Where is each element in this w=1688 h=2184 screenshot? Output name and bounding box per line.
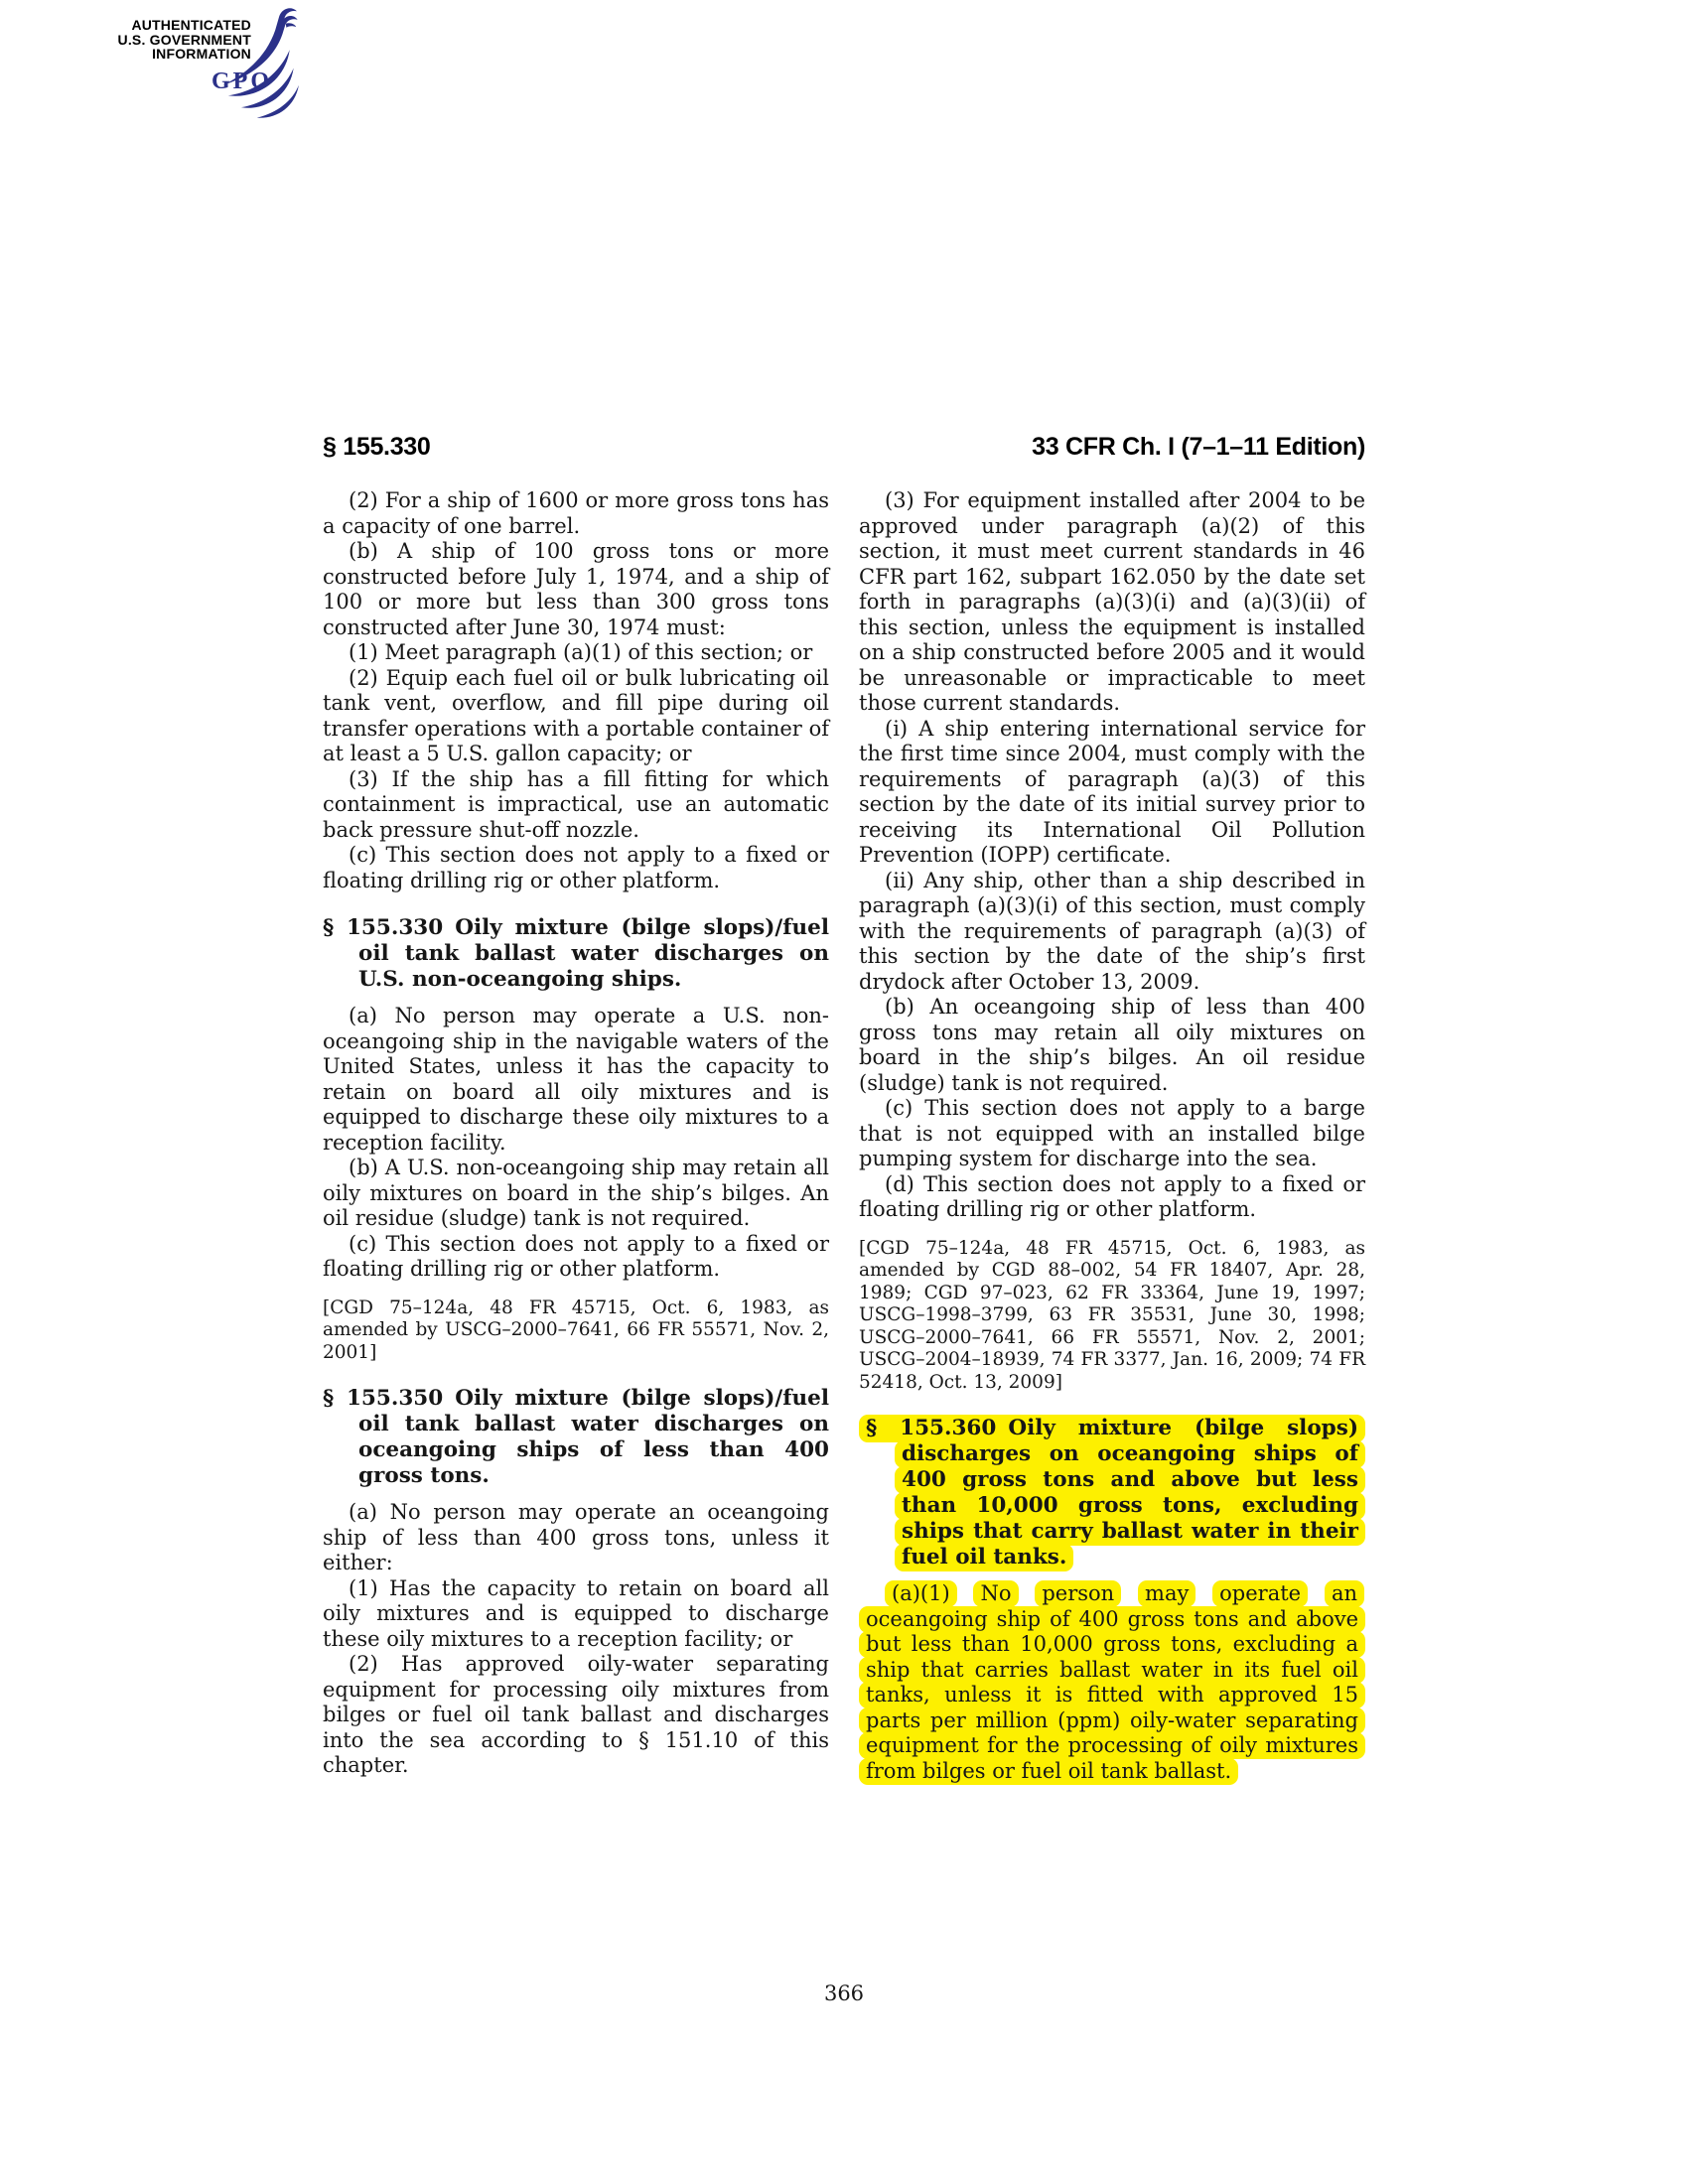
regulation-paragraph: (2) For a ship of 1600 or more gross tons has a capacity of one barrel. bbox=[323, 488, 829, 538]
gpo-logo bbox=[94, 12, 323, 126]
regulation-paragraph: (b) A ship of 100 gross tons or more constructed before July 1, 1974, and a ship of 100 or more but less than 300 gross tons constructed after June 30, 1974 must: bbox=[323, 539, 829, 639]
regulation-paragraph: (3) For equipment installed after 2004 to be approved under paragraph (a)(2) of this section, it must meet current standards in 46 CFR part 162, subpart 162.050 by the date set forth in paragraphs (a)(3)(i) and (a)(3)(ii) of this section, unless the equipment is installed on a ship constructed before 2005 and it would be unreasonable or impracticable to meet those current standards. bbox=[859, 488, 1365, 715]
highlighted-word: may bbox=[1138, 1580, 1196, 1607]
regulation-paragraph: (2) Has approved oily-water separating equipment for processing oily mixtures from bilges or fuel oil tank ballast and discharges into the sea according to § 151.10 of this chapter. bbox=[323, 1652, 829, 1777]
regulation-paragraph: (ii) Any ship, other than a ship described in paragraph (a)(3)(i) of this section, must comply with the requirements of paragraph (a)(3) of this section by the date of the ship’s first drydock after October 13, 2009. bbox=[859, 868, 1365, 994]
highlighted-word: (a)(1) bbox=[885, 1580, 957, 1607]
gpo-wordmark: GPO bbox=[211, 68, 272, 94]
logo-line-authenticated: AUTHENTICATED bbox=[131, 17, 251, 33]
section-number: § 155.350 bbox=[323, 1386, 444, 1411]
regulation-paragraph: (a) No person may operate an oceangoing ship of less than 400 gross tons, unless it either: bbox=[323, 1500, 829, 1574]
logo-line-government: U.S. GOVERNMENT bbox=[117, 31, 251, 48]
highlight-wrapper bbox=[859, 1415, 1365, 1571]
regulation-paragraph: (1) Has the capacity to retain on board all oily mixtures and is equipped to discharge these oily mixtures to a reception facility; or bbox=[323, 1575, 829, 1651]
amendment-citation: [CGD 75–124a, 48 FR 45715, Oct. 6, 1983, as amended by CGD 88–002, 54 FR 18407, Apr. 28, 1989; CGD 97–023, 62 FR 33364, June 19, 1997; USCG–1998–3799, 63 FR 35531, June 30, 1998; USCG–2000–7641, 66 FR 55571, Nov. 2, 2001; USCG–2004–18939, 74 FR 3377, Jan. 16, 2009; 74 FR 52418, Oct. 13, 2009] bbox=[859, 1237, 1365, 1393]
regulation-paragraph: (1) Meet paragraph (a)(1) of this section; or bbox=[349, 640, 813, 664]
regulation-paragraph: (c) This section does not apply to a fixed or floating drilling rig or other platform. bbox=[323, 843, 829, 892]
section-title: Oily mixture (bilge slops)/fuel oil tank ballast water discharges on U.S. non-oceangoing ships. bbox=[358, 915, 829, 992]
section-heading-155-350 bbox=[323, 1386, 829, 1489]
gpo-eagle-icon bbox=[206, 8, 323, 119]
regulation-paragraph: (c) This section does not apply to a barge that is not equipped with an installed bilge pumping system for discharge into the sea. bbox=[859, 1096, 1365, 1170]
page-header bbox=[323, 433, 1365, 462]
highlighted-word: person bbox=[1035, 1580, 1121, 1607]
regulation-paragraph: (b) An oceangoing ship of less than 400 gross tons may retain all oily mixtures on board in the ship’s bilges. An oil residue (sludge) tank is not required. bbox=[859, 995, 1365, 1095]
amendment-citation: [CGD 75–124a, 48 FR 45715, Oct. 6, 1983, as amended by USCG–2000–7641, 66 FR 55571, Nov. 2, 2001] bbox=[323, 1297, 829, 1363]
highlighted-text: oceangoing ship of 400 gross tons and above but less than 10,000 gross tons, excluding a ship that carries ballast water in its fuel oil tanks, unless it is fitted with approved 15 parts per million (ppm) oily-water separating equipment for the processing of oily mixtures from bilges or fuel oil tank ballast. bbox=[859, 1606, 1365, 1785]
right-column bbox=[859, 488, 1365, 1784]
highlighted-word: an bbox=[1325, 1580, 1364, 1607]
regulation-paragraph: (i) A ship entering international service for the first time since 2004, must comply with the requirements of paragraph (a)(3) of this section by the date of its initial survey prior to receiving its International Oil Pollution Prevention (IOPP) certificate. bbox=[859, 716, 1365, 867]
header-section-number: § 155.330 bbox=[323, 433, 431, 461]
regulation-paragraph: (2) Equip each fuel oil or bulk lubricating oil tank vent, overflow, and fill pipe during oil transfer operations with a portable container of at least a 5 U.S. gallon capacity; or bbox=[323, 665, 829, 765]
highlighted-lead-words bbox=[885, 1581, 1365, 1605]
section-number: § 155.330 bbox=[323, 915, 444, 940]
regulation-paragraph: (d) This section does not apply to a fixed or floating drilling rig or other platform. bbox=[859, 1171, 1365, 1221]
highlighted-word: No bbox=[973, 1580, 1018, 1607]
section-number: § 155.360 bbox=[866, 1416, 997, 1440]
page-number: 366 bbox=[823, 1981, 865, 2005]
highlighted-paragraph bbox=[859, 1581, 1365, 1784]
regulation-paragraph: (3) If the ship has a fill fitting for which containment is impractical, use an automatic back pressure shut-off nozzle. bbox=[323, 766, 829, 842]
section-heading-155-360 bbox=[859, 1416, 1365, 1570]
section-title: Oily mixture (bilge slops) discharges on oceangoing ships of 400 gross tons and above but less than 10,000 gross tons, excluding ships that carry ballast water in their fuel oil tanks. bbox=[902, 1416, 1358, 1570]
logo-line-information: INFORMATION bbox=[152, 46, 251, 62]
header-edition: 33 CFR Ch. I (7–1–11 Edition) bbox=[1032, 433, 1365, 461]
left-column bbox=[323, 488, 829, 1779]
regulation-paragraph: (a) No person may operate a U.S. non-oceangoing ship in the navigable waters of the United States, unless it has the capacity to retain on board all oily mixtures and is equipped to discharge these oily mixtures to a reception facility. bbox=[323, 1004, 829, 1155]
regulation-paragraph: (b) A U.S. non-oceangoing ship may retain all oily mixtures on board in the ship’s bilges. An oil residue (sludge) tank is not required. bbox=[323, 1156, 829, 1230]
section-title: Oily mixture (bilge slops)/fuel oil tank ballast water discharges on oceangoing ships of less than 400 gross tons. bbox=[358, 1386, 829, 1488]
section-heading-155-330 bbox=[323, 915, 829, 993]
highlighted-word: operate bbox=[1212, 1580, 1308, 1607]
regulation-paragraph: (c) This section does not apply to a fixed or floating drilling rig or other platform. bbox=[323, 1231, 829, 1281]
